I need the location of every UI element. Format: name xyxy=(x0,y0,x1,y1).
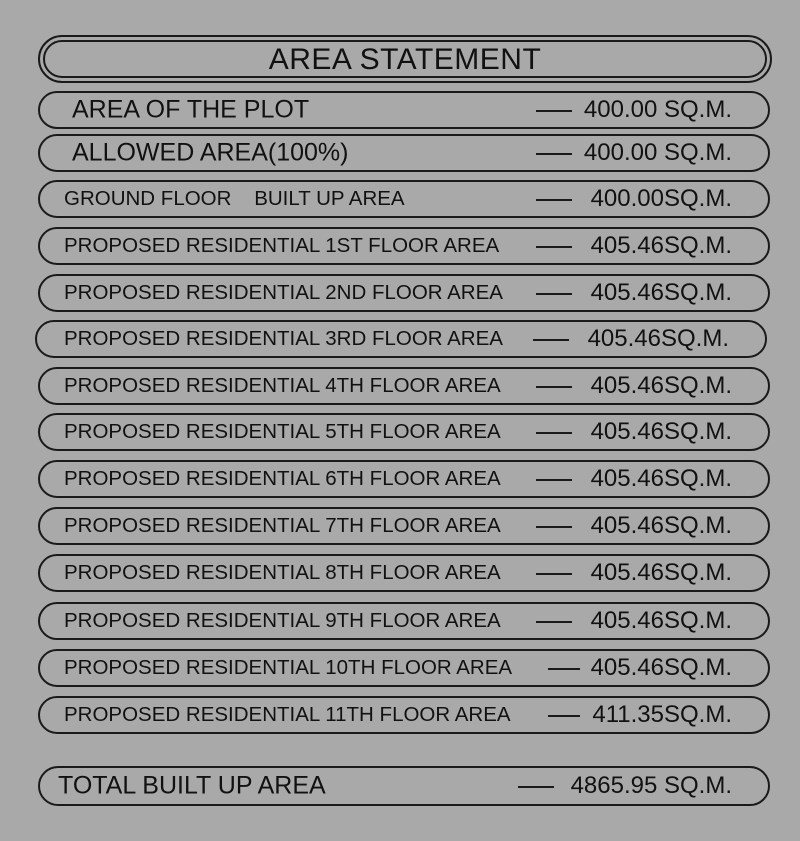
row-floor-7 xyxy=(38,507,770,545)
leader-line xyxy=(536,199,572,201)
total-label: TOTAL BUILT UP AREA xyxy=(58,771,326,800)
leader-line xyxy=(536,246,572,248)
row-value: 400.00SQ.M. xyxy=(590,185,732,212)
row-floor-3 xyxy=(35,320,767,358)
leader-line xyxy=(536,526,572,528)
row-value: 405.46SQ.M. xyxy=(590,512,732,539)
leader-line xyxy=(536,110,572,112)
row-floor-9 xyxy=(38,602,770,640)
page-title: AREA STATEMENT xyxy=(268,43,542,76)
row-value: 400.00 SQ.M. xyxy=(583,139,732,166)
row-floor-4 xyxy=(38,367,770,405)
row-label: PROPOSED RESIDENTIAL 11TH FLOOR AREA xyxy=(64,703,511,726)
leader-line xyxy=(536,432,572,434)
row-value: 405.46SQ.M. xyxy=(590,279,732,306)
row-allowed-area xyxy=(38,134,770,172)
leader-line xyxy=(536,293,572,295)
area-statement-title-box xyxy=(38,35,772,83)
row-value: 405.46SQ.M. xyxy=(587,325,729,352)
row-label: GROUND FLOOR BUILT UP AREA xyxy=(64,187,405,210)
row-label: PROPOSED RESIDENTIAL 2ND FLOOR AREA xyxy=(64,281,503,304)
row-value: 411.35SQ.M. xyxy=(592,701,732,728)
row-label: PROPOSED RESIDENTIAL 6TH FLOOR AREA xyxy=(64,467,501,490)
leader-line xyxy=(536,573,572,575)
leader-line xyxy=(536,479,572,481)
row-floor-1 xyxy=(38,227,770,265)
row-floor-5 xyxy=(38,413,770,451)
leader-line xyxy=(548,668,580,670)
row-floor-10 xyxy=(38,649,770,687)
row-label: PROPOSED RESIDENTIAL 3RD FLOOR AREA xyxy=(64,327,503,350)
row-value: 405.46SQ.M. xyxy=(590,465,732,492)
row-plot-area xyxy=(38,91,770,129)
row-label: PROPOSED RESIDENTIAL 10TH FLOOR AREA xyxy=(64,656,513,679)
row-value: 405.46SQ.M. xyxy=(590,607,732,634)
total-value: 4865.95 SQ.M. xyxy=(570,772,732,799)
row-value: 400.00 SQ.M. xyxy=(583,96,732,123)
row-label: PROPOSED RESIDENTIAL 5TH FLOOR AREA xyxy=(64,420,501,443)
row-label: PROPOSED RESIDENTIAL 1ST FLOOR AREA xyxy=(64,234,500,257)
row-label: PROPOSED RESIDENTIAL 8TH FLOOR AREA xyxy=(64,561,501,584)
row-value: 405.46SQ.M. xyxy=(590,654,732,681)
row-label: PROPOSED RESIDENTIAL 7TH FLOOR AREA xyxy=(64,514,501,537)
row-total-built-up-area xyxy=(38,766,770,806)
leader-line xyxy=(548,715,580,717)
row-label: PROPOSED RESIDENTIAL 9TH FLOOR AREA xyxy=(64,609,501,632)
row-label: PROPOSED RESIDENTIAL 4TH FLOOR AREA xyxy=(64,374,501,397)
row-value: 405.46SQ.M. xyxy=(590,418,732,445)
row-floor-6 xyxy=(38,460,770,498)
row-ground-floor xyxy=(38,180,770,218)
leader-line xyxy=(533,339,569,341)
row-floor-11 xyxy=(38,696,770,734)
leader-line xyxy=(536,621,572,623)
row-label: ALLOWED AREA(100%) xyxy=(72,138,349,167)
leader-line xyxy=(518,786,554,788)
row-value: 405.46SQ.M. xyxy=(590,559,732,586)
leader-line xyxy=(536,153,572,155)
row-floor-2 xyxy=(38,274,770,312)
row-label: AREA OF THE PLOT xyxy=(72,95,310,124)
row-value: 405.46SQ.M. xyxy=(590,232,732,259)
row-value: 405.46SQ.M. xyxy=(590,372,732,399)
row-floor-8 xyxy=(38,554,770,592)
leader-line xyxy=(536,386,572,388)
